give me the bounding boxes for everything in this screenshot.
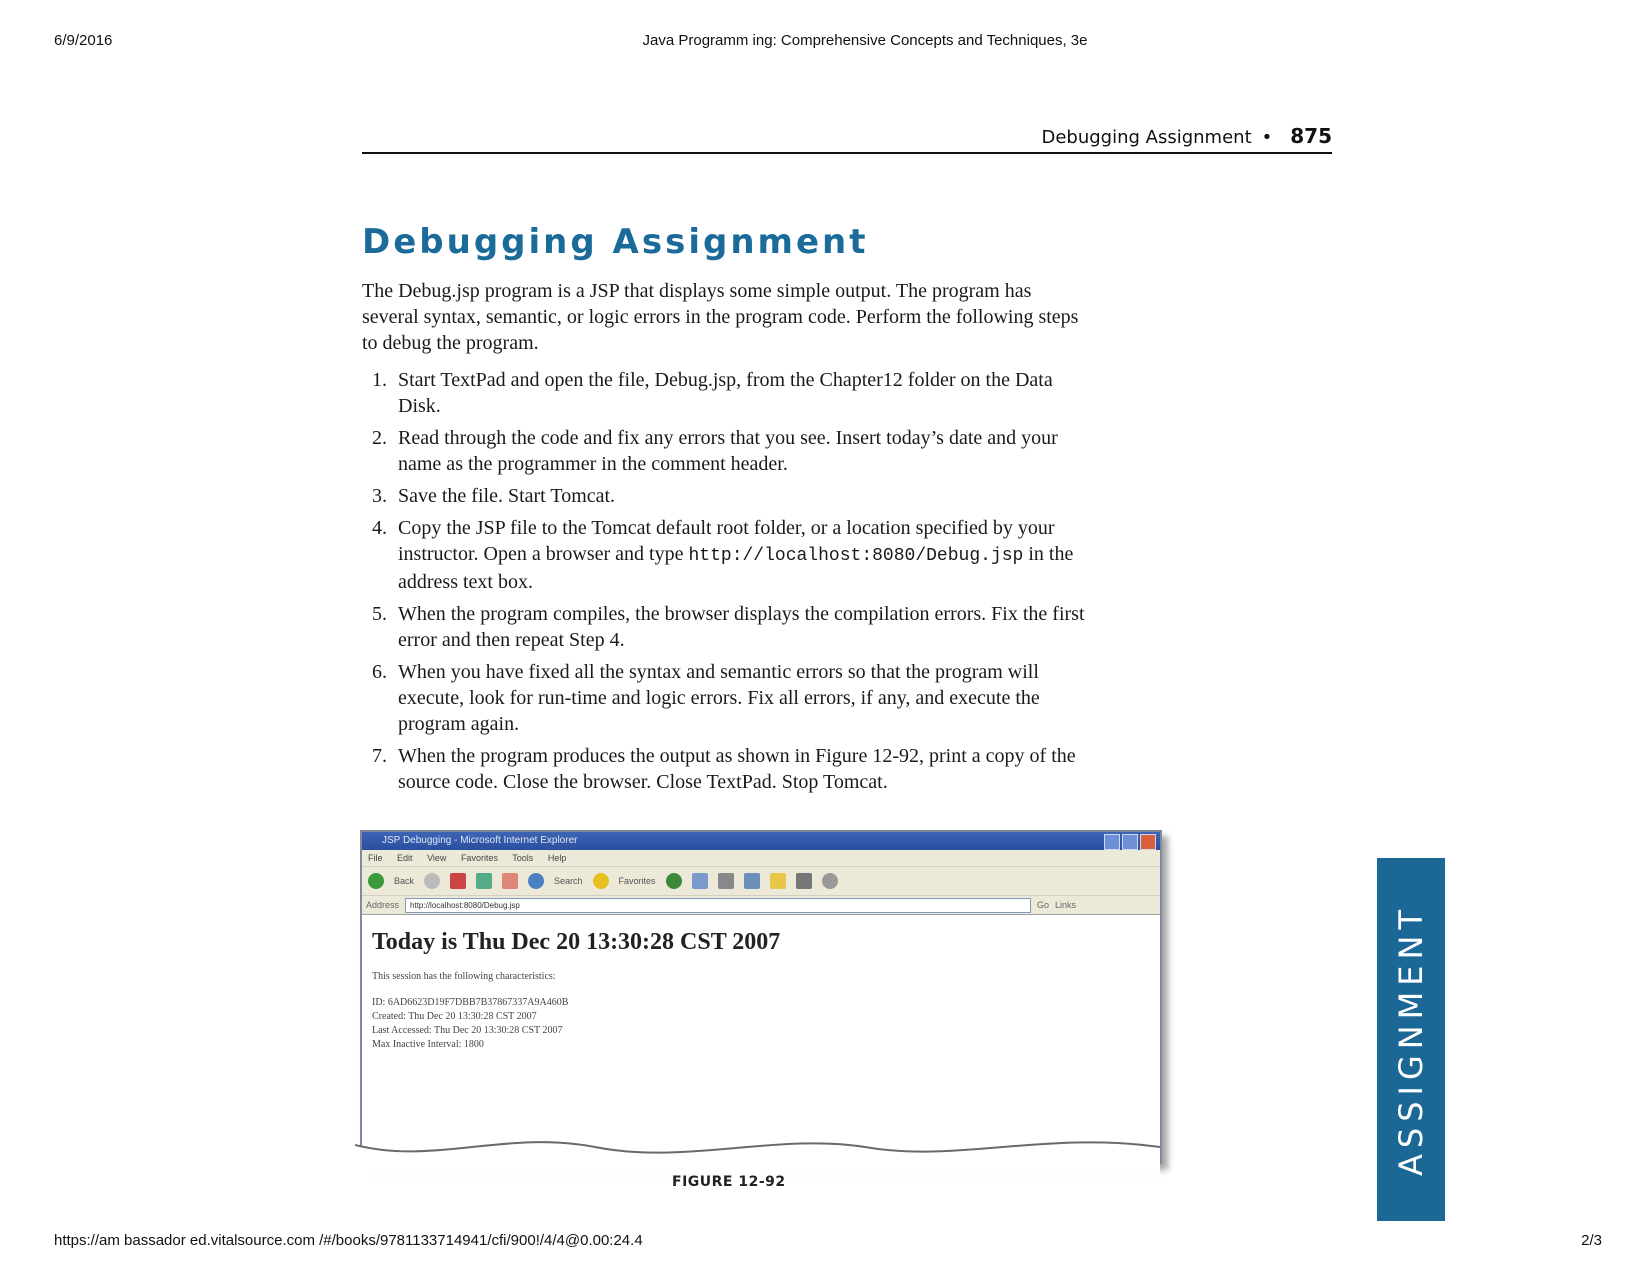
favorites-star-icon xyxy=(593,873,609,889)
browser-page-content xyxy=(362,915,1160,1064)
print-date: 6/9/2016 xyxy=(54,32,113,49)
address-input: http://localhost:8080/Debug.jsp xyxy=(405,898,1031,913)
step-text: When the program compiles, the browser displays the compilation errors. Fix the first error and then repeat Step 4. xyxy=(398,603,1085,651)
step-item xyxy=(362,659,1092,737)
step-text: Copy the JSP file to the Tomcat default root folder, or a location specified by your instructor. Open a browser and type xyxy=(398,517,1055,565)
menu-help: Help xyxy=(547,853,567,863)
home-icon xyxy=(502,873,518,889)
running-head-text: Debugging Assignment xyxy=(1041,127,1252,148)
minimize-icon xyxy=(1104,834,1120,850)
figure-caption: FIGURE 12-92 xyxy=(672,1174,786,1190)
session-max-inactive: Max Inactive Interval: 1800 xyxy=(372,1039,484,1050)
search-label: Search xyxy=(554,876,583,886)
print-footer-page: 2/3 xyxy=(1581,1232,1602,1249)
links-label: Links xyxy=(1055,900,1077,910)
browser-address-bar xyxy=(362,895,1160,915)
step-text: Start TextPad and open the file, Debug.jsp, from the Chapter12 folder on the Data Disk. xyxy=(398,369,1053,417)
refresh-icon xyxy=(476,873,492,889)
search-icon xyxy=(528,873,544,889)
session-last-accessed: Last Accessed: Thu Dec 20 13:30:28 CST 2007 xyxy=(372,1025,563,1036)
step-item xyxy=(362,367,1092,419)
messenger-icon xyxy=(822,873,838,889)
step-item xyxy=(362,601,1092,653)
page-number: 875 xyxy=(1290,124,1332,148)
step-text: When the program produces the output as shown in Figure 12-92, print a copy of the source code. Close the browser. Close TextPad. Stop Tomcat. xyxy=(398,745,1076,793)
step-number: 5. xyxy=(372,603,387,625)
browser-window-title: JSP Debugging - Microsoft Internet Explorer xyxy=(382,835,578,846)
session-id: ID: 6AD6623D19F7DBB7B37867337A9A460B xyxy=(372,997,569,1008)
menu-tools: Tools xyxy=(512,853,534,863)
running-head-separator: • xyxy=(1261,127,1273,148)
step-number: 3. xyxy=(372,485,387,507)
page-heading: Today is Thu Dec 20 13:30:28 CST 2007 xyxy=(372,929,781,955)
session-created: Created: Thu Dec 20 13:30:28 CST 2007 xyxy=(372,1011,537,1022)
history-icon xyxy=(666,873,682,889)
step-text: Save the file. Start Tomcat. xyxy=(398,485,616,507)
maximize-icon xyxy=(1122,834,1138,850)
step-text-end: in the address text box. xyxy=(398,543,1074,593)
browser-menubar xyxy=(362,850,1160,866)
folder-icon xyxy=(770,873,786,889)
browser-toolbar xyxy=(362,866,1160,895)
forward-icon xyxy=(424,873,440,889)
back-icon xyxy=(368,873,384,889)
browser-titlebar xyxy=(362,832,1160,850)
intro-paragraph: The Debug.jsp program is a JSP that displays some simple output. The program has several syntax, semantic, or logic errors in the program code. Perform the following steps to debug the program. xyxy=(362,280,1079,354)
step-item xyxy=(362,515,1092,595)
step-number: 6. xyxy=(372,661,387,683)
side-tab-label: ASSIGNMENT xyxy=(1392,903,1430,1176)
menu-file: File xyxy=(368,853,383,863)
session-intro: This session has the following characteristics: xyxy=(372,971,556,982)
menu-favorites: Favorites xyxy=(460,853,498,863)
step-number: 1. xyxy=(372,369,387,391)
step-number: 7. xyxy=(372,745,387,767)
assignment-side-tab xyxy=(1377,858,1445,1221)
step-code-url: http://localhost:8080/Debug.jsp xyxy=(688,546,1024,566)
step-number: 4. xyxy=(372,517,387,539)
torn-edge-decoration xyxy=(355,1135,1175,1175)
running-head xyxy=(362,120,1332,154)
step-item xyxy=(362,483,1092,509)
mail-icon xyxy=(692,873,708,889)
step-text: Read through the code and fix any errors that you see. Insert today’s date and your name as the programmer in the comment header. xyxy=(398,427,1058,475)
menu-edit: Edit xyxy=(397,853,413,863)
print-title: Java Programm ing: Comprehensive Concepts and Techniques, 3e xyxy=(642,32,1088,49)
menu-view: View xyxy=(427,853,447,863)
section-title: Debugging Assignment xyxy=(362,222,869,262)
step-item xyxy=(362,425,1092,477)
go-label: Go xyxy=(1037,900,1050,910)
steps-list xyxy=(362,367,1092,801)
step-number: 2. xyxy=(372,427,387,449)
step-text: When you have fixed all the syntax and semantic errors so that the program will execute, look for run-time and logic errors. Fix all errors, if any, and execute the program again. xyxy=(398,661,1040,735)
close-icon xyxy=(1140,834,1156,850)
favorites-label: Favorites xyxy=(618,876,656,886)
print-footer-url: https://am bassador ed.vitalsource.com /#/books/9781133714941/cfi/900!/4/4@0.00:24.4 xyxy=(54,1232,643,1249)
address-label: Address xyxy=(366,900,400,910)
research-icon xyxy=(796,873,812,889)
edit-icon xyxy=(744,873,760,889)
stop-icon xyxy=(450,873,466,889)
print-icon xyxy=(718,873,734,889)
step-item xyxy=(362,743,1092,795)
back-label: Back xyxy=(394,876,415,886)
browser-screenshot-figure xyxy=(360,830,1162,1164)
